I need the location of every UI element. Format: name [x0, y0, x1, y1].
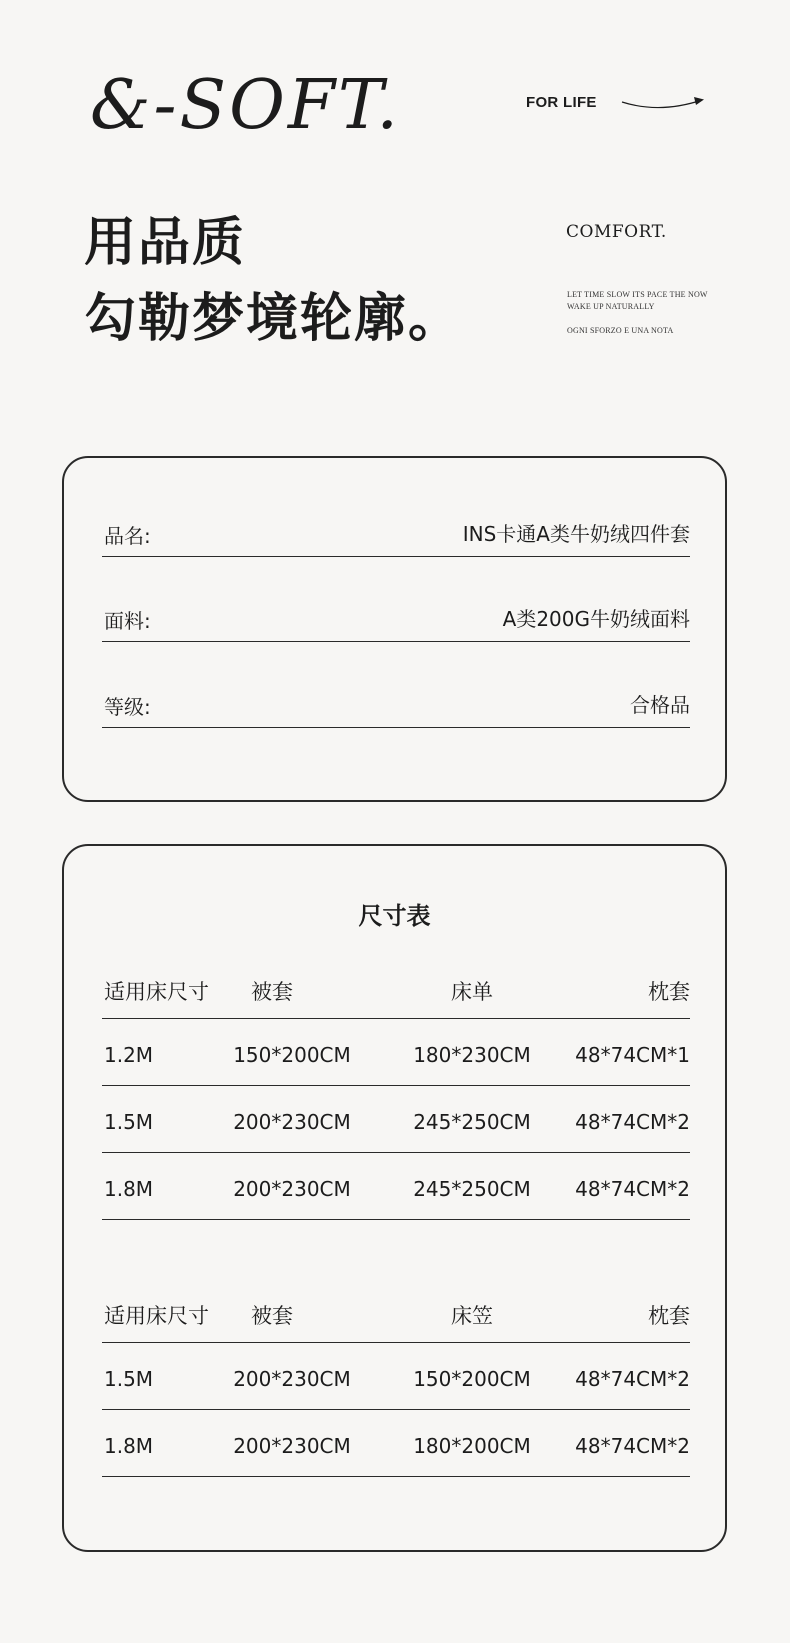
comfort-text: COMFORT.	[566, 222, 667, 242]
cell-duvet-cover: 200*230CM	[233, 1367, 351, 1391]
header-pillowcase: 枕套	[648, 1304, 690, 1328]
cell-bed-sheet: 245*250CM	[413, 1110, 531, 1134]
header-duvet-cover: 被套	[251, 1304, 293, 1328]
small-text-line-1: LET TIME SLOW ITS PACE THE NOW	[567, 290, 708, 299]
size-table-2	[102, 1276, 690, 1477]
cell-fitted-sheet: 180*200CM	[413, 1434, 531, 1458]
table-row	[102, 1410, 690, 1477]
cell-pillowcase: 48*74CM*2	[575, 1177, 690, 1201]
cell-bed-size: 1.2M	[104, 1043, 154, 1067]
cell-pillowcase: 48*74CM*2	[575, 1434, 690, 1458]
headline-line-1: 用品质	[84, 213, 247, 273]
table-header-row	[102, 1276, 690, 1343]
product-name-value: INS卡通A类牛奶绒四件套	[462, 522, 690, 546]
product-name-label: 品名:	[104, 524, 151, 548]
product-info-card	[62, 456, 727, 802]
table-row	[102, 1153, 690, 1220]
small-text-line-3: OGNI SFORZO E UNA NOTA	[567, 326, 674, 335]
brand-logo: &-SOFT.	[90, 66, 401, 145]
cell-bed-size: 1.8M	[104, 1434, 154, 1458]
arrow-icon	[620, 92, 706, 114]
cell-bed-size: 1.5M	[104, 1367, 154, 1391]
header-pillowcase: 枕套	[648, 980, 690, 1004]
fabric-row	[102, 591, 690, 642]
grade-row	[102, 677, 690, 728]
cell-pillowcase: 48*74CM*2	[575, 1110, 690, 1134]
cell-duvet-cover: 150*200CM	[233, 1043, 351, 1067]
table-row	[102, 1086, 690, 1153]
grade-label: 等级:	[104, 695, 151, 719]
cell-bed-size: 1.5M	[104, 1110, 154, 1134]
fabric-value: A类200G牛奶绒面料	[502, 607, 690, 631]
header-bed-size: 适用床尺寸	[104, 1304, 209, 1328]
size-table-1	[102, 952, 690, 1220]
product-name-row	[102, 506, 690, 557]
cell-pillowcase: 48*74CM*1	[575, 1043, 690, 1067]
cell-duvet-cover: 200*230CM	[233, 1177, 351, 1201]
cell-bed-sheet: 245*250CM	[413, 1177, 531, 1201]
header-duvet-cover: 被套	[251, 980, 293, 1004]
grade-value: 合格品	[630, 693, 690, 717]
size-chart-title: 尺寸表	[358, 902, 431, 930]
fabric-label: 面料:	[104, 609, 151, 633]
table-header-row	[102, 952, 690, 1019]
header-fitted-sheet: 床笠	[451, 1304, 493, 1328]
headline	[84, 205, 462, 357]
header-bed-sheet: 床单	[451, 980, 493, 1004]
cell-bed-sheet: 180*230CM	[413, 1043, 531, 1067]
cell-fitted-sheet: 150*200CM	[413, 1367, 531, 1391]
cell-duvet-cover: 200*230CM	[233, 1110, 351, 1134]
table-row	[102, 1019, 690, 1086]
small-text-line-2: WAKE UP NATURALLY	[567, 302, 655, 311]
headline-line-2: 勾勒梦境轮廓。	[84, 289, 463, 349]
cell-duvet-cover: 200*230CM	[233, 1434, 351, 1458]
cell-bed-size: 1.8M	[104, 1177, 154, 1201]
table-row	[102, 1343, 690, 1410]
tagline: FOR LIFE	[526, 94, 597, 111]
cell-pillowcase: 48*74CM*2	[575, 1367, 690, 1391]
header-bed-size: 适用床尺寸	[104, 980, 209, 1004]
size-chart-card	[62, 844, 727, 1552]
